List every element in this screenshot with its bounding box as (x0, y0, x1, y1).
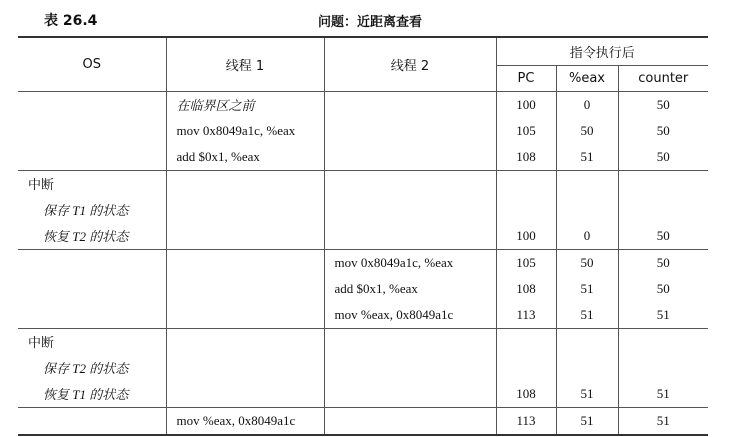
os-cell: 保存 T1 的状态 (18, 197, 166, 223)
thread-1-cell (166, 249, 324, 276)
thread-1-cell: 在临界区之前 (166, 91, 324, 118)
counter-cell (618, 197, 708, 223)
thread-2-cell (324, 170, 496, 197)
thread-1-cell: mov 0x8049a1c, %eax (166, 118, 324, 144)
counter-cell: 50 (618, 144, 708, 171)
thread-1-cell (166, 170, 324, 197)
eax-cell (556, 170, 618, 197)
counter-cell: 50 (656, 122, 670, 138)
table-row (18, 381, 708, 408)
os-cell (18, 249, 166, 276)
header-thread-1: 线程 1 (166, 37, 324, 91)
table-row (18, 118, 708, 144)
header-after-execution: 指令执行后 (496, 37, 708, 65)
pc-cell: 108 (496, 381, 556, 408)
eax-cell: 51 (556, 302, 618, 329)
pc-cell: 105 (496, 249, 556, 276)
table-row (18, 223, 708, 250)
thread-1-cell: mov %eax, 0x8049a1c (166, 407, 324, 435)
eax-cell: 50 (556, 249, 618, 276)
table-row (18, 407, 708, 435)
pc-cell: 113 (496, 407, 556, 435)
thread-2-cell (324, 91, 496, 118)
eax-cell (556, 197, 618, 223)
counter-cell: 50 (656, 280, 670, 296)
os-cell (18, 302, 166, 329)
pc-cell: 100 (496, 223, 556, 250)
os-cell: 恢复 T2 的状态 (18, 223, 166, 250)
pc-cell: 108 (496, 144, 556, 171)
thread-1-cell (166, 302, 324, 329)
pc-cell: 113 (496, 302, 556, 329)
counter-cell: 51 (618, 407, 708, 435)
table-row (18, 197, 708, 223)
table-number: 表 26.4 (44, 13, 98, 29)
header-pc: PC (496, 65, 556, 91)
counter-cell (618, 170, 708, 197)
counter-cell: 50 (618, 223, 708, 250)
thread-1-cell (166, 328, 324, 355)
thread-2-cell (324, 223, 496, 250)
eax-cell: 0 (556, 223, 618, 250)
eax-cell (556, 328, 618, 355)
table-row (18, 170, 708, 197)
table-row (18, 355, 708, 381)
thread-1-cell (166, 223, 324, 250)
os-cell: 中断 (18, 170, 166, 197)
thread-2-cell (324, 407, 496, 435)
eax-cell: 50 (556, 118, 618, 144)
thread-1-cell (166, 276, 324, 302)
counter-cell (618, 328, 708, 355)
counter-cell: 51 (618, 381, 708, 408)
thread-1-cell (166, 197, 324, 223)
pc-cell: 100 (496, 91, 556, 118)
pc-cell (496, 170, 556, 197)
thread-2-cell (324, 144, 496, 171)
os-cell (18, 91, 166, 118)
table-row (18, 144, 708, 171)
thread-1-cell: add $0x1, %eax (166, 144, 324, 171)
pc-cell: 105 (496, 118, 556, 144)
pc-cell (496, 328, 556, 355)
thread-2-cell (324, 381, 496, 408)
thread-2-cell: add $0x1, %eax (324, 276, 496, 302)
os-cell: 中断 (18, 328, 166, 355)
thread-1-cell (166, 381, 324, 408)
execution-trace-table (18, 36, 708, 436)
os-cell: 保存 T2 的状态 (18, 355, 166, 381)
counter-cell: 50 (656, 96, 670, 112)
os-cell (18, 118, 166, 144)
pc-cell (496, 197, 556, 223)
eax-cell: 0 (556, 91, 618, 118)
thread-2-cell: mov 0x8049a1c, %eax (324, 249, 496, 276)
eax-cell: 51 (556, 144, 618, 171)
thread-2-cell: mov %eax, 0x8049a1c (324, 302, 496, 329)
eax-cell: 51 (556, 407, 618, 435)
header-thread-2: 线程 2 (324, 37, 496, 91)
counter-cell: 51 (618, 302, 708, 329)
thread-2-cell (324, 197, 496, 223)
table-row (18, 328, 708, 355)
eax-cell: 51 (556, 381, 618, 408)
table-row (18, 91, 708, 118)
thread-2-cell (324, 118, 496, 144)
counter-cell (618, 355, 708, 381)
table-row (18, 302, 708, 329)
header-counter: counter (618, 65, 708, 91)
os-cell (18, 144, 166, 171)
eax-cell (556, 355, 618, 381)
os-cell (18, 276, 166, 302)
table-row (18, 249, 708, 276)
header-os: OS (18, 37, 166, 91)
table-title: 问题：近距离查看 (317, 15, 422, 30)
pc-cell: 108 (496, 276, 556, 302)
table-row (18, 276, 708, 302)
os-cell: 恢复 T1 的状态 (18, 381, 166, 408)
os-cell (18, 407, 166, 435)
thread-2-cell (324, 328, 496, 355)
counter-cell: 50 (656, 254, 670, 270)
thread-2-cell (324, 355, 496, 381)
pc-cell (496, 355, 556, 381)
header-eax: %eax (556, 65, 618, 91)
eax-cell: 51 (556, 276, 618, 302)
thread-1-cell (166, 355, 324, 381)
